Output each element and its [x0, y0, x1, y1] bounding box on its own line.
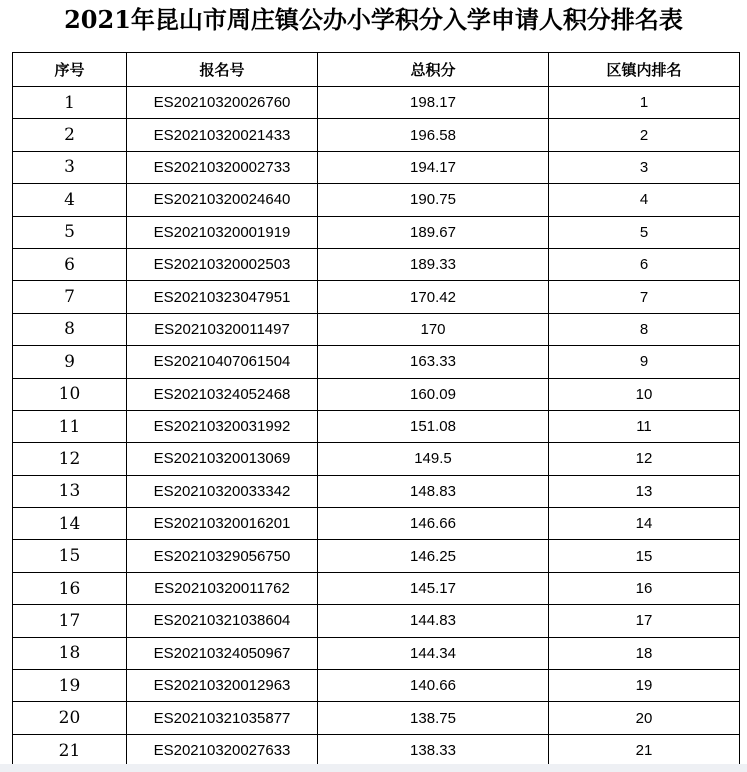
cell-town-rank: 11 — [549, 410, 740, 442]
cell-registration-id: ES20210320013069 — [127, 443, 318, 475]
cell-total-score: 190.75 — [318, 184, 549, 216]
cell-registration-id: ES20210321038604 — [127, 605, 318, 637]
cell-town-rank: 20 — [549, 702, 740, 734]
cell-registration-id: ES20210320031992 — [127, 410, 318, 442]
cell-town-rank: 9 — [549, 346, 740, 378]
cell-total-score: 151.08 — [318, 410, 549, 442]
cell-total-score: 145.17 — [318, 572, 549, 604]
table-row — [13, 346, 740, 378]
table-row — [13, 572, 740, 604]
table-row — [13, 540, 740, 572]
cell-registration-id: ES20210320016201 — [127, 508, 318, 540]
table-row — [13, 87, 740, 119]
cell-registration-id: ES20210320001919 — [127, 216, 318, 248]
table-row — [13, 475, 740, 507]
cell-registration-id: ES20210320002733 — [127, 151, 318, 183]
cell-registration-id: ES20210320012963 — [127, 670, 318, 702]
cell-town-rank: 16 — [549, 572, 740, 604]
table-row — [13, 734, 740, 766]
cell-seq: 2 — [13, 119, 127, 151]
table-row — [13, 313, 740, 345]
cell-seq: 4 — [13, 184, 127, 216]
cell-seq: 13 — [13, 475, 127, 507]
cell-total-score: 140.66 — [318, 670, 549, 702]
table-row — [13, 702, 740, 734]
table-row — [13, 443, 740, 475]
cell-registration-id: ES20210320011762 — [127, 572, 318, 604]
cell-seq: 1 — [13, 87, 127, 119]
cell-town-rank: 14 — [549, 508, 740, 540]
bottom-edge-strip — [0, 764, 747, 772]
cell-seq: 3 — [13, 151, 127, 183]
cell-seq: 14 — [13, 508, 127, 540]
cell-seq: 10 — [13, 378, 127, 410]
cell-registration-id: ES20210320002503 — [127, 248, 318, 280]
cell-registration-id: ES20210320021433 — [127, 119, 318, 151]
cell-town-rank: 5 — [549, 216, 740, 248]
cell-seq: 6 — [13, 248, 127, 280]
cell-total-score: 160.09 — [318, 378, 549, 410]
cell-town-rank: 1 — [549, 87, 740, 119]
cell-seq: 21 — [13, 734, 127, 766]
cell-seq: 9 — [13, 346, 127, 378]
cell-town-rank: 6 — [549, 248, 740, 280]
table-row — [13, 151, 740, 183]
cell-town-rank: 7 — [549, 281, 740, 313]
cell-seq: 18 — [13, 637, 127, 669]
table-row — [13, 119, 740, 151]
cell-total-score: 170.42 — [318, 281, 549, 313]
cell-total-score: 148.83 — [318, 475, 549, 507]
cell-total-score: 163.33 — [318, 346, 549, 378]
cell-registration-id: ES20210320027633 — [127, 734, 318, 766]
table-header-row — [13, 53, 740, 87]
cell-town-rank: 3 — [549, 151, 740, 183]
cell-seq: 12 — [13, 443, 127, 475]
cell-town-rank: 18 — [549, 637, 740, 669]
cell-registration-id: ES20210320011497 — [127, 313, 318, 345]
cell-total-score: 146.25 — [318, 540, 549, 572]
cell-total-score: 170 — [318, 313, 549, 345]
cell-total-score: 189.67 — [318, 216, 549, 248]
cell-total-score: 144.34 — [318, 637, 549, 669]
table-row — [13, 605, 740, 637]
cell-town-rank: 12 — [549, 443, 740, 475]
cell-total-score: 138.33 — [318, 734, 549, 766]
cell-total-score: 138.75 — [318, 702, 549, 734]
cell-town-rank: 13 — [549, 475, 740, 507]
cell-seq: 19 — [13, 670, 127, 702]
cell-total-score: 194.17 — [318, 151, 549, 183]
table-row — [13, 378, 740, 410]
cell-town-rank: 10 — [549, 378, 740, 410]
cell-registration-id: ES20210324052468 — [127, 378, 318, 410]
cell-registration-id: ES20210320033342 — [127, 475, 318, 507]
cell-seq: 8 — [13, 313, 127, 345]
table-body — [13, 87, 740, 767]
cell-seq: 20 — [13, 702, 127, 734]
cell-registration-id: ES20210320024640 — [127, 184, 318, 216]
cell-total-score: 196.58 — [318, 119, 549, 151]
cell-registration-id: ES20210407061504 — [127, 346, 318, 378]
cell-seq: 16 — [13, 572, 127, 604]
column-header-seq: 序号 — [13, 53, 127, 87]
cell-registration-id: ES20210329056750 — [127, 540, 318, 572]
cell-seq: 7 — [13, 281, 127, 313]
ranking-table — [12, 52, 740, 767]
cell-seq: 5 — [13, 216, 127, 248]
table-row — [13, 216, 740, 248]
cell-total-score: 144.83 — [318, 605, 549, 637]
cell-registration-id: ES20210324050967 — [127, 637, 318, 669]
cell-total-score: 198.17 — [318, 87, 549, 119]
cell-town-rank: 19 — [549, 670, 740, 702]
column-header-total-score: 总积分 — [318, 53, 549, 87]
table-row — [13, 508, 740, 540]
page-title: 2021年昆山市周庄镇公办小学积分入学申请人积分排名表 — [64, 5, 683, 34]
column-header-registration-id: 报名号 — [127, 53, 318, 87]
table-row — [13, 410, 740, 442]
cell-total-score: 149.5 — [318, 443, 549, 475]
table-row — [13, 670, 740, 702]
cell-total-score: 146.66 — [318, 508, 549, 540]
cell-total-score: 189.33 — [318, 248, 549, 280]
table-row — [13, 184, 740, 216]
cell-town-rank: 15 — [549, 540, 740, 572]
cell-registration-id: ES20210323047951 — [127, 281, 318, 313]
cell-seq: 11 — [13, 410, 127, 442]
cell-registration-id: ES20210320026760 — [127, 87, 318, 119]
cell-town-rank: 2 — [549, 119, 740, 151]
cell-town-rank: 4 — [549, 184, 740, 216]
column-header-town-rank: 区镇内排名 — [549, 53, 740, 87]
table-row — [13, 248, 740, 280]
cell-town-rank: 17 — [549, 605, 740, 637]
table-row — [13, 281, 740, 313]
cell-seq: 15 — [13, 540, 127, 572]
cell-seq: 17 — [13, 605, 127, 637]
cell-town-rank: 8 — [549, 313, 740, 345]
cell-registration-id: ES20210321035877 — [127, 702, 318, 734]
cell-town-rank: 21 — [549, 734, 740, 766]
table-row — [13, 637, 740, 669]
